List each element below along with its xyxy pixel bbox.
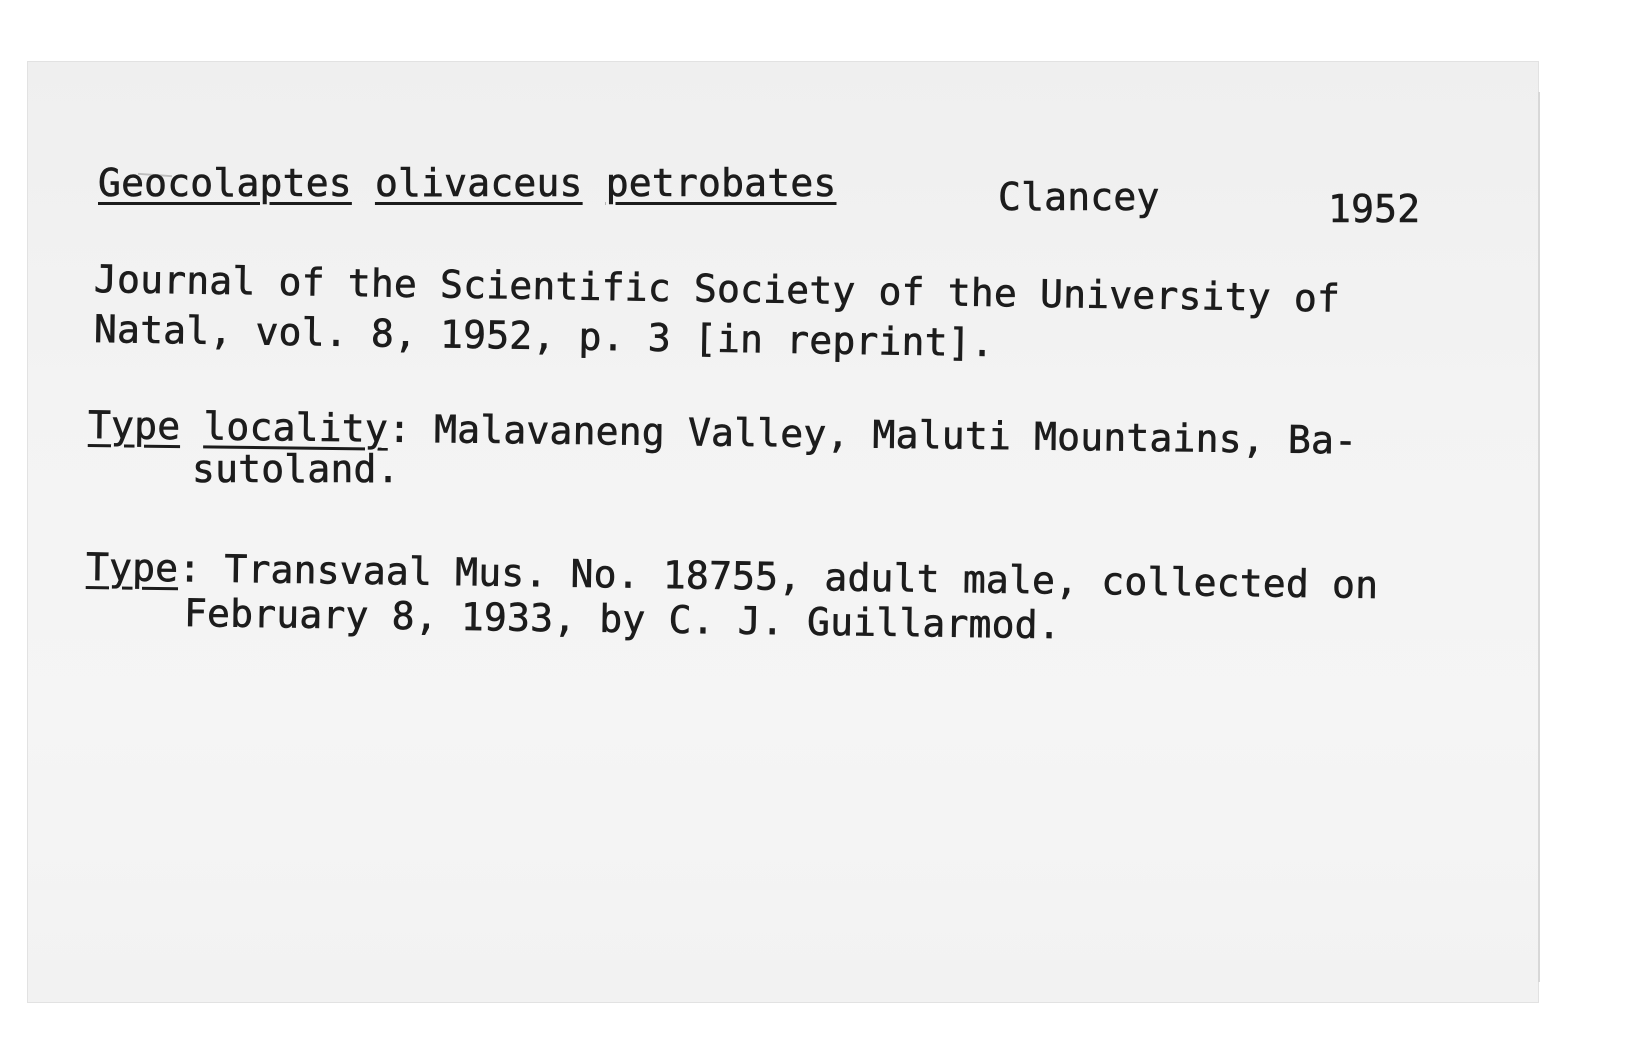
type-locality-label-locality: locality xyxy=(203,404,389,451)
species-name: olivaceus xyxy=(374,161,583,205)
year: 1952 xyxy=(1328,187,1421,231)
type-text: Transvaal Mus. No. 18755, adult male, collected on xyxy=(224,546,1379,608)
citation-line-2: Natal, vol. 8, 1952, p. 3 [in reprint]. xyxy=(93,307,995,366)
type-locality-text: Malavaneng Valley, Maluti Mountains, Ba- xyxy=(433,407,1358,463)
type-locality-label-type: Type xyxy=(87,403,181,449)
type-locality-line-2: sutoland. xyxy=(192,447,400,491)
type-colon: : xyxy=(177,546,202,591)
type-locality-colon: : xyxy=(387,406,412,451)
subspecies-name: petrobates xyxy=(605,161,837,205)
genus-name: Geocolaptes xyxy=(98,161,352,205)
taxon-name xyxy=(98,160,837,206)
type-label: Type xyxy=(85,545,179,591)
index-card xyxy=(28,62,1538,1002)
citation-line-1: Journal of the Scientific Society of the University of xyxy=(93,257,1341,321)
author-name: Clancey xyxy=(998,175,1160,219)
type-line-2: February 8, 1933, by C. J. Guillarmod. xyxy=(183,591,1062,648)
